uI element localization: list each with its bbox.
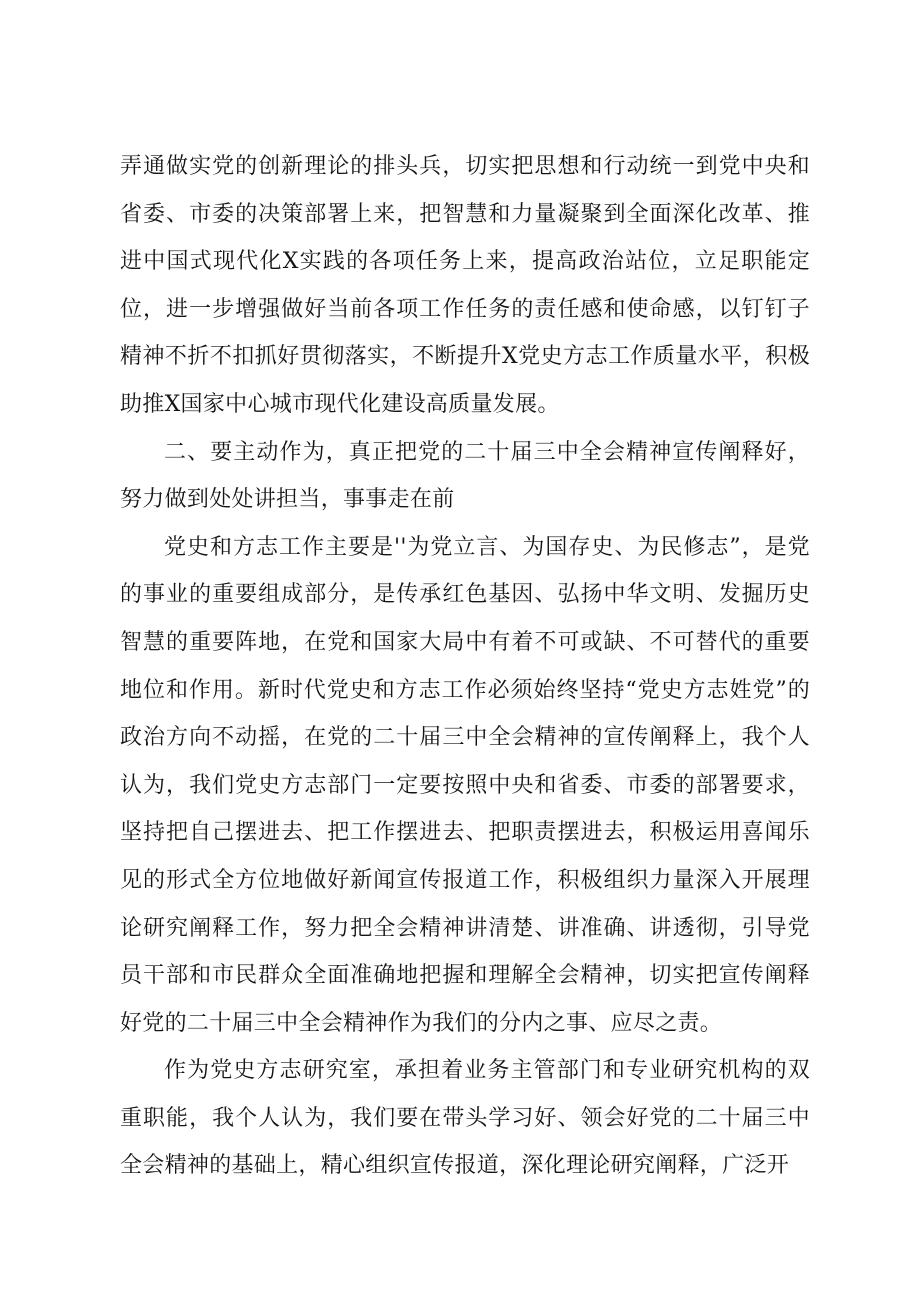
section-heading: 二、要主动作为，真正把党的二十届三中全会精神宣传阐释好，努力做到处处讲担当，事事走在前 [120,439,810,513]
document-body [120,143,810,1190]
paragraph: 党史和方志工作主要是''为党立言、为国存史、为民修志”，是党的事业的重要组成部分，是传承红色基因、弘扬中华文明、发掘历史智慧的重要阵地，在党和国家大局中有着不可或缺、不可替代的重要地位和作用。新时代党史和方志工作必须始终坚持“党史方志姓党”的政治方向不动摇，在党的二十届三中全会精神的宣传阐释上，我个人认为，我们党史方志部门一定要按照中央和省委、市委的部署要求，坚持把自己摆进去、把工作摆进去、把职责摆进去，积极运用喜闻乐见的形式全方位地做好新闻宣传报道工作，积极组织力量深入开展理论研究阐释工作，努力把全会精神讲清楚、讲准确、讲透彻，引导党员干部和市民群众全面准确地把握和理解全会精神，切实把宣传阐释好党的二十届三中全会精神作为我们的分内之事、应尽之责。 [120,534,810,1036]
paragraph-continuation: 弄通做实党的创新理论的排头兵，切实把思想和行动统一到党中央和省委、市委的决策部署上来，把智慧和力量凝聚到全面深化改革、推进中国式现代化X实践的各项任务上来，提高政治站位，立足职能定位，进一步增强做好当前各项工作任务的责任感和使命感，以钉钉子精神不折不扣抓好贯彻落实，不断提升X党史方志工作质量水平，积极助推X国家中心城市现代化建设高质量发展。 [120,154,810,417]
paragraph: 作为党史方志研究室，承担着业务主管部门和专业研究机构的双重职能，我个人认为，我们要在带头学习好、领会好党的二十届三中全会精神的基础上，精心组织宣传报道，深化理论研究阐释，广泛开 [120,1058,810,1179]
